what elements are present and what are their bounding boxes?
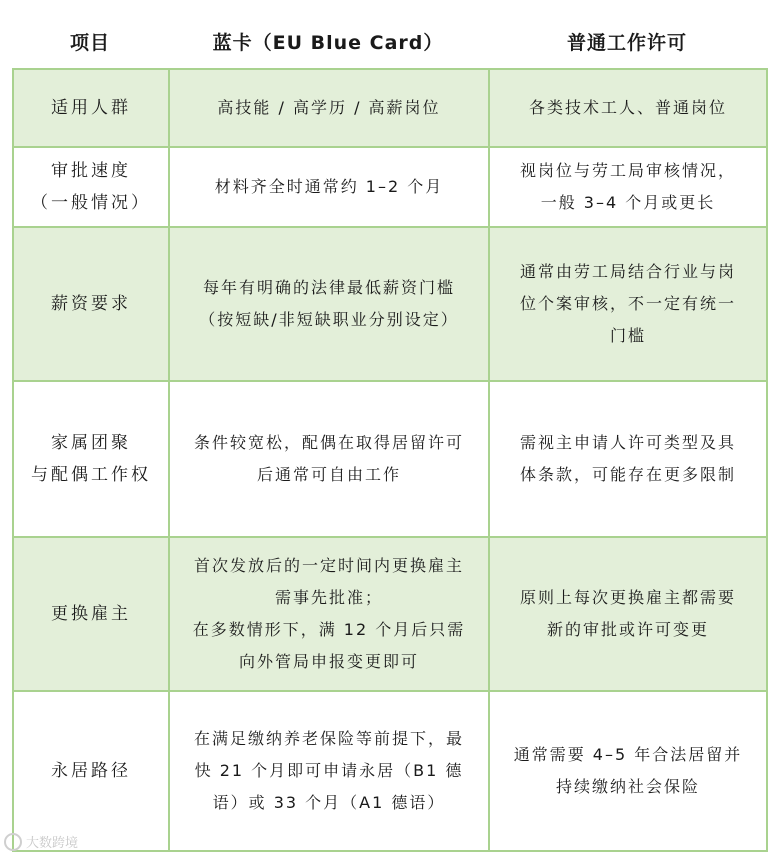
table-row <box>13 691 767 851</box>
cell-line: 门槛 <box>609 326 646 345</box>
row-label <box>13 381 169 537</box>
cell-line: 向外管局申报变更即可 <box>238 652 419 671</box>
table-row <box>13 69 767 147</box>
blue-card-cell <box>169 537 489 691</box>
header-blue-card: 蓝卡（EU Blue Card） <box>212 31 444 54</box>
cell-line: 位个案审核，不一定有统一 <box>519 294 736 313</box>
label-line: 与配偶工作权 <box>31 465 151 485</box>
cell-line: 语）或 33 个月（A1 德语） <box>212 793 446 812</box>
label-line: （一般情况） <box>31 193 151 213</box>
table-row <box>13 227 767 381</box>
cell-line: 首次发放后的一定时间内更换雇主 <box>193 556 464 575</box>
label-line: 永居路径 <box>51 761 131 781</box>
table-row <box>13 381 767 537</box>
comparison-table <box>12 68 768 852</box>
blue-card-cell <box>169 227 489 381</box>
work-permit-cell <box>489 691 767 851</box>
table-header <box>12 14 766 68</box>
cell-line: 通常由劳工局结合行业与岗 <box>519 262 736 281</box>
cell-line: （按短缺/非短缺职业分别设定） <box>199 310 459 329</box>
cell-line: 在满足缴纳养老保险等前提下，最 <box>193 729 464 748</box>
work-permit-cell <box>489 69 767 147</box>
cell-line: 一般 3–4 个月或更长 <box>540 193 716 212</box>
cell-line: 各类技术工人、普通岗位 <box>528 98 727 117</box>
cell-line: 在多数情形下，满 12 个月后只需 <box>192 620 466 639</box>
header-work-permit: 普通工作许可 <box>566 31 687 54</box>
blue-card-cell <box>169 147 489 227</box>
blue-card-cell <box>169 69 489 147</box>
cell-line: 需事先批准； <box>274 588 383 607</box>
cell-line: 新的审批或许可变更 <box>546 620 709 639</box>
watermark-text: 大数跨境 <box>26 836 79 851</box>
row-label <box>13 691 169 851</box>
cell-line: 视岗位与劳工局审核情况， <box>519 161 736 180</box>
table-row <box>13 537 767 691</box>
cell-line: 原则上每次更换雇主都需要 <box>519 588 736 607</box>
label-line: 家属团聚 <box>51 433 131 453</box>
cell-line: 材料齐全时通常约 1–2 个月 <box>214 177 444 196</box>
cell-line: 条件较宽松，配偶在取得居留许可 <box>193 433 464 452</box>
cell-line: 持续缴纳社会保险 <box>555 777 700 796</box>
label-line: 适用人群 <box>51 98 131 118</box>
cell-line: 快 21 个月即可申请永居（B1 德 <box>194 761 464 780</box>
label-line: 更换雇主 <box>51 604 131 624</box>
table-row <box>13 147 767 227</box>
cell-line: 通常需要 4–5 年合法居留并 <box>513 745 743 764</box>
row-label <box>13 227 169 381</box>
work-permit-cell <box>489 381 767 537</box>
blue-card-cell <box>169 691 489 851</box>
label-line: 审批速度 <box>51 161 131 181</box>
work-permit-cell <box>489 227 767 381</box>
watermark-logo-icon <box>4 833 22 851</box>
cell-line: 每年有明确的法律最低薪资门槛 <box>202 278 455 297</box>
work-permit-cell <box>489 147 767 227</box>
header-item: 项目 <box>69 31 110 54</box>
row-label <box>13 537 169 691</box>
cell-line: 高技能 / 高学历 / 高薪岗位 <box>217 98 441 117</box>
work-permit-cell <box>489 537 767 691</box>
cell-line: 需视主申请人许可类型及具 <box>519 433 736 452</box>
watermark <box>4 832 78 851</box>
row-label <box>13 147 169 227</box>
cell-line: 后通常可自由工作 <box>256 465 401 484</box>
blue-card-cell <box>169 381 489 537</box>
cell-line: 体条款，可能存在更多限制 <box>519 465 736 484</box>
row-label <box>13 69 169 147</box>
label-line: 薪资要求 <box>51 294 131 314</box>
